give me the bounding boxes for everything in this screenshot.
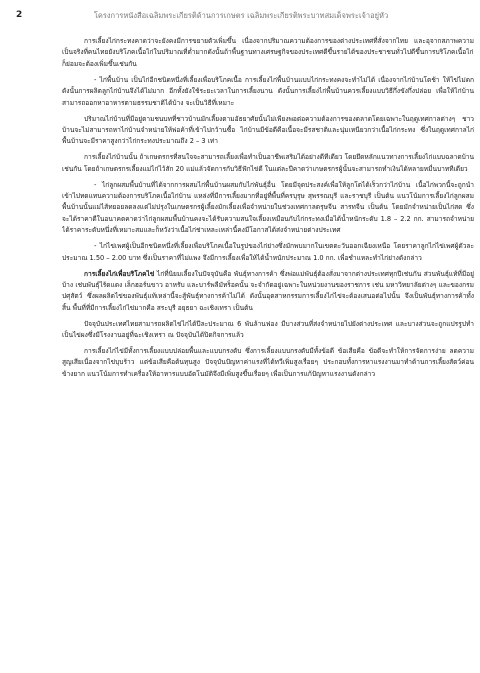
- paragraph: การเลี้ยงไก่บ้านนั้น ถ้าเกษตรกรที่สนใจจะสามารถเลี้ยงเพื่อทำเป็นอาชีพเสริมได้อย่างดีทีเดียว โดยยึดหลักแนวทางการเลี้ยงไก่แบบฉลาดบ้านเช่นกัน โดยถ้าเกษตรกรเลี้ยงแม่ไก่ไว้สัก 20 แม่แล้วจัดการกับวิธีฟักไข่ดี ในแต่ละปีคาดว่าเกษตรกรผู้นั้นจะสามารถทำเงินได้หลายหมื่นบาททีเดียว: [62, 153, 474, 173]
- body-text: [62, 36, 474, 668]
- paragraph: - ไก่ลูกผสมพื้นบ้านที่ได้จากการผสมไก่พื้นบ้านผสมกับไก่พันธุ์อื่น โดยมีจุดประสงค์เพื่อให้ลูกโตได้เร็วกว่าไก่บ้าน เนื้อไก่พวกนี้จะถูกนำเข้าไปทดแทนความต้องการบริโภคเนื้อไก่บ้าน แหล่งที่มีการเลี้ยงมากที่อยู่ที่พื้นที่ครบุรุษ สุพรรณบุรี และราชบุรี เป็นต้น แนวโน้มการเลี้ยงไก่ลูกผสมพื้นบ้านนั้นแม่ไส้ทยอยลดลงแต่ไม่ปรุงในเกษตรกรผู้เลี้ยงมักเลี้ยงเพื่อจำหน่ายในช่วงเทศกาลตรุษจีน สารทจีน เป็นต้น โดยมักจำหน่ายเป็นไก่สด ซึ่งจะได้ราคาดีในอนาคตคาดว่าไก่ลูกผสมพื้นบ้านคงจะได้รับความสนใจเลี้ยงเหมือนกับไก่กระทงเมื่อได้น้ำหนักระดับ 1.8 – 2.2 กก. สามารถจำหน่ายได้ราคาระดับหนึ่งที่เหมาะสมและก็หวังว่าเนื้อไก่ช่าเหละเหล่านี้คงมีโอกาสได้ส่งจำหน่ายต่างประเทศ: [62, 180, 474, 235]
- paragraph: การเลี้ยงไก่ไข่มีทั้งการเลี้ยงแบบปล่อยพื้นและแบบกรงตับ ซึ่งการเลี้ยงแบบกรงตับมีทั้งข้อดี ข้อเสียคือ ข้อดีจะทำให้การจัดการง่าย ลดความสูญเสียเนื่องจากไข่บุบร้าว แต่ข้อเสียคือต้นทุนสูง ปัจจุบันปัญหาค่าแรงที่ได้ทวีเพิ่มสูงเรื่อยๆ ประกอบทั้งการหาแรงงานมาทำด้านการเลี้ยงสัตว์ค่อนข้างยาก แนวโน้มการทำเครื่องให้อาหารแบบอัตโนมัติจึงมีเพิ่มสูงขึ้นเรื่อยๆ เพื่อเป็นการแก้ปัญหาแรงงานดังกล่าว: [62, 347, 474, 378]
- paragraph: [62, 269, 474, 315]
- paragraph: - ไก่ไข่เพศผู้เป็นอีกชนิดหนึ่งที่เลี้ยงเพื่อบริโภคเนื้อในรูปของไก่ย่างซึ่งมักพบมากในเขตตะวันออกเฉียงเหนือ โดยราคาลูกไก่ไข่เพศผู้ตัวละประมาณ 1.50 – 2.00 บาท ซึ่งเป็นราคาที่ไม่แพง จึงมีการเลี้ยงเพื่อให้ได้น้ำหนักประมาณ 1.0 กก. เพื่อชำแหละทำไก่ย่างดังกล่าว: [62, 242, 474, 262]
- page-header: [16, 8, 466, 22]
- paragraph-text: ไก่ที่นิยมเลี้ยงในปัจจุบันคือ พันธุ์ทางการค้า ซึ่งพ่อแม่พันธุ์ต้องสั่งมาจากต่างประเทศทุกปีเช่นกัน ส่วนพันธุ์แท้ที่มีอยู่บ้าง เช่นพันธุ์ไร้ดแดง เล็กฮอร์นขาว อาหรับ และบาร์พลีมัทร็อคนั้น จะจำกัดอยู่เฉพาะในหน่วยงานของราชการ เช่น มหาวิทยาลัยต่างๆ และของกรมปศุสัตว์ ซึ่งผลผลิตไข่ของพันธุ์แท้เหล่านี้จะสู้พันธุ์ทางการค้าไม่ได้ ดังนั้นอุตสาหกรรมการเลี้ยงไก่ไข่จะต้องเสนอต่อไปนั้น จึงเป็นพันธุ์ทางการค้าทั้งสิ้น พื้นที่ที่มีการเลี้ยงไก่ไข่มากคือ สระบุรี อยุธยา ฉะเชิงเทรา เป็นต้น: [62, 269, 474, 312]
- section-heading: การเลี้ยงไก่เพื่อบริโภคไข่: [84, 269, 155, 278]
- paragraph: - ไก่พื้นบ้าน เป็นไก่อีกชนิดหนึ่งที่เลี้ยงเพื่อบริโภคเนื้อ การเลี้ยงไก่พื้นบ้านแบบไก่กระทงคงจะทำไม่ได้ เนื่องจากไก่บ้านโตช้า ให้ไข่ไม่ดก ดังนั้นการผลิตลูกไก่บ้านจึงได้ไม่มาก อีกทั้งยังใช้ระยะเวลาในการเลี้ยงนาน ดังนั้นการเลี้ยงไก่พื้นบ้านควรเลี้ยงแบบวิธีกึ่งขังกึ่งปล่อย เพื่อให้ไก่บ้านสามารถออกหาอาหารตามธรรมชาติได้บ้าง จะเป็นวิธีที่เหมาะ: [62, 75, 474, 107]
- paragraph: การเลี้ยงไก่กระทงคาดว่าจะยังคงมีการขยายตัวเพิ่มขึ้น เนื่องจากปริมาณความต้องการของต่างประเทศที่สั่งจากไทย และอุจากสภาพความเป็นจริงที่คนไทยยังบริโภคเนื้อไก่ในปริมาณที่ต่ำมากดังนั้นถ้าพื้นฐานทางเศรษฐกิจของประเทศดีขึ้นรายได้ของประชาชนทั่วไปดีขึ้นการบริโภคเนื้อไก่ก็ย่อมจะต้องเพิ่มขึ้นเช่นกัน: [62, 37, 474, 68]
- running-title: โครงการหนังสือเฉลิมพระเกียรติด้านการเกษตร เฉลิมพระเกียรติพระบาทสมเด็จพระเจ้าอยู่หัว: [93, 11, 389, 20]
- paragraph: ปัจจุบันประเทศไทยสามารถผลิตไข่ไก่ได้ปีละประมาณ 6 พันล้านฟอง มีบางส่วนที่ส่งจำหน่ายไปยังต่างประเทศ และบางส่วนจะถูกแปรรูปทำเป็นไข่ผงซึ่งมีโรงงานอยู่ที่ฉะเชิงเทรา ณ ปัจจุบันได้ปิดกิจการแล้ว: [62, 319, 474, 340]
- page-number: 2: [16, 10, 23, 20]
- paragraph: ปริมาณไก่บ้านที่มีอยู่ตามชนบทที่ชาวบ้านมักเลี้ยงตามอัธยาศัยนั้นไม่เพียงพอต่อความต้องการของตลาดโดยเฉพาะในฤดูเทศกาลต่างๆ ชาวบ้านจะไม่สามารถหาไก่บ้านจำหน่ายให้พ่อค้าที่เข้าไปกว้านซื้อ ไก่บ้านมีข้อดีคือเนื้อจะมีรสชาติและนุ่มเหนียวกว่าเนื้อไก่กระทง ซึ่งในฤดูเทศกาลไก่พื้นบ้านจะมีราคาสูงกว่าไก่กระทงประมาณถึง 2 – 3 เท่า: [62, 114, 474, 146]
